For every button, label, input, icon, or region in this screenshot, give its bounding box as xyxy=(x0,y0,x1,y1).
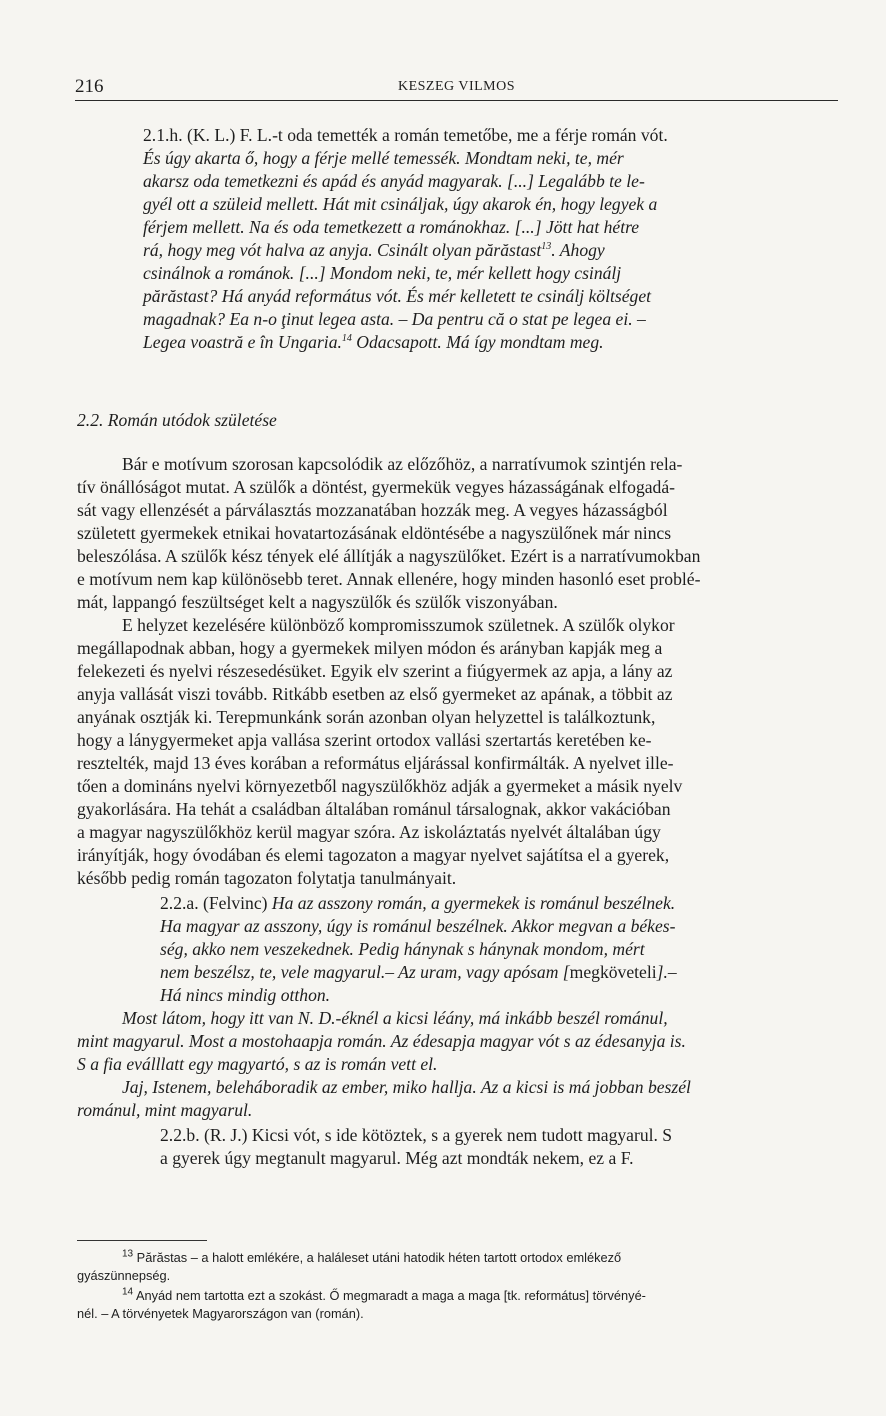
quote-line: gyél ott a szüleid mellett. Hát mit csináljak, úgy akarok én, hogy legyek a xyxy=(143,194,658,214)
quote-line: Jaj, Istenem, beleháboradik az ember, miko hallja. Az a kicsi is má jobban beszél xyxy=(122,1077,691,1097)
body-line: E helyzet kezelésére különböző kompromisszumok születnek. A szülők olykor xyxy=(122,615,675,635)
quote-line: magadnak? Ea n-o ţinut legea asta. – Da pentru că o stat pe legea ei. – xyxy=(143,309,646,329)
body-line: tően a domináns nyelvi környezetből nagyszülőkhöz adják a gyermeket a másik nyelv xyxy=(77,776,683,796)
quote-line xyxy=(160,893,675,914)
body-line: e motívum nem kap különösebb teret. Annak ellenére, hogy minden hasonló eset problé- xyxy=(77,569,701,589)
quote-line xyxy=(143,240,605,261)
page-number: 216 xyxy=(75,76,104,97)
quote-line: S a fia eválllatt egy magyartó, s az is román vett el. xyxy=(77,1054,438,1074)
quote-line-text: ].– xyxy=(656,962,677,982)
editorial-insert: megköveteli xyxy=(569,962,657,982)
quote-line: părăstast? Há anyád református vót. És mér kelletett te csinálj költséget xyxy=(143,286,652,306)
quote-line: mint magyarul. Most a mostohaapja román. Az édesapja magyar vót s az édesanyja is. xyxy=(77,1031,686,1051)
quote-source: 2.2.a. (Felvinc) xyxy=(160,893,272,913)
footnote-text: Părăstas – a halott emlékére, a haláleset utáni hatodik héten tartott ortodox emlékező xyxy=(133,1250,622,1265)
quote-line-text: rá, hogy meg vót halva az anyja. Csinált olyan părăstast xyxy=(143,240,542,260)
footnote-text: Anyád nem tartotta ezt a szokást. Ő megmaradt a maga a maga [tk. református] törvényé- xyxy=(133,1288,646,1303)
section-heading: 2.2. Román utódok születése xyxy=(77,410,277,430)
quote-line xyxy=(143,125,668,146)
body-line: gyakorlására. Ha tehát a családban általában románul társalognak, akkor vakációban xyxy=(77,799,671,819)
body-line: anyja vallását viszi tovább. Ritkább esetben az első gyermeket az apának, a többit az xyxy=(77,684,673,704)
quote-line xyxy=(143,332,604,353)
quote-line-text: 2.1.h. (K. L.) F. L.-t oda temették a román temetőbe, me a férje román vót. xyxy=(143,125,668,145)
body-line: született gyermekek etnikai hovatartozásának eldöntésébe a nagyszülőnek már nincs xyxy=(77,523,672,543)
quote-line-text: Legea voastră e în Ungaria. xyxy=(143,332,342,352)
quote-line-text: Odacsapott. Má így mondtam meg. xyxy=(351,332,604,352)
quote-line: ség, akko nem veszekednek. Pedig hánynak s hánynak mondom, mért xyxy=(160,939,645,959)
quote-line: Ha magyar az asszony, úgy is románul beszélnek. Akkor megvan a békes- xyxy=(160,916,676,936)
quote-line: akarsz oda temetkezni és apád és anyád magyarak. [...] Legalább te le- xyxy=(143,171,645,191)
footnote-line: gyászünnepség. xyxy=(77,1268,171,1283)
body-line: később pedig román tagozaton folytatja tanulmányait. xyxy=(77,868,457,888)
body-line: Bár e motívum szorosan kapcsolódik az előzőhöz, a narratívumok szintjén rela- xyxy=(122,454,683,474)
body-line: a magyar nagyszülőkhöz kerül magyar szóra. Az iskoláztatás nyelvét általában úgy xyxy=(77,822,661,842)
footnote-divider xyxy=(77,1240,207,1241)
body-line: beleszólása. A szülők kész tények elé állítják a nagyszülőket. Ezért is a narratívumokban xyxy=(77,546,701,566)
quote-line: Most látom, hogy itt van N. D.-éknél a kicsi léány, má inkább beszél románul, xyxy=(122,1008,668,1028)
quote-line: 2.2.b. (R. J.) Kicsi vót, s ide kötöztek, s a gyerek nem tudott magyarul. S xyxy=(160,1125,673,1145)
quote-line-text: Ha az asszony román, a gyermekek is románul beszélnek. xyxy=(271,893,676,913)
footnote-number: 14 xyxy=(122,1286,134,1298)
body-line: tív önállóságot mutat. A szülők a döntést, gyermekük vegyes házasságának elfogadá- xyxy=(77,477,676,497)
body-line: sát vagy ellenzését a párválasztás mozzanatában hozzák meg. A vegyes házasságból xyxy=(77,500,668,520)
quote-line: csinálnok a románok. [...] Mondom neki, te, mér kellett hogy csinálj xyxy=(143,263,622,283)
body-line: felekezeti és nyelvi részesedésüket. Egyik elv szerint a fiúgyermek az apja, a lány az xyxy=(77,661,673,681)
quote-line: Há nincs mindig otthon. xyxy=(160,985,331,1005)
footnote-ref-14[interactable]: 14 xyxy=(341,333,352,345)
footnote-ref-13[interactable]: 13 xyxy=(541,241,552,253)
body-line: resztelték, majd 13 éves korában a református eljárással konfirmálták. A nyelvet ille- xyxy=(77,753,674,773)
quote-line: férjem mellett. Na és oda temetkezett a románokhaz. [...] Jött hat hétre xyxy=(143,217,640,237)
quote-line: a gyerek úgy megtanult magyarul. Még azt mondták nekem, ez a F. xyxy=(160,1148,634,1168)
page-header xyxy=(75,74,838,101)
footnote-line: nél. – A törvényetek Magyarországon van (román). xyxy=(77,1306,364,1321)
quote-line xyxy=(160,962,677,983)
quote-line-text: nem beszélsz, te, vele magyarul.– Az uram, vagy apósam [ xyxy=(160,962,570,982)
running-head: KESZEG VILMOS xyxy=(397,79,516,94)
quote-line-text: . Ahogy xyxy=(551,240,605,260)
body-line: irányítják, hogy óvodában és elemi tagozaton a magyar nyelvet sajátítsa el a gyerek, xyxy=(77,845,670,865)
body-line: anyának osztják ki. Terepmunkánk során azonban olyan helyzettel is találkoztunk, xyxy=(77,707,656,727)
body-line: megállapodnak abban, hogy a gyermekek milyen módon és arányban kapják meg a xyxy=(77,638,663,658)
footnote-14 xyxy=(122,1288,646,1304)
quote-line: románul, mint magyarul. xyxy=(77,1100,253,1120)
footnote-number: 13 xyxy=(122,1248,134,1260)
body-line: mát, lappangó feszültséget kelt a nagyszülők és szülők viszonyában. xyxy=(77,592,558,612)
body-line: hogy a lánygyermeket apja vallása szerint ortodox vallási szertartás keretében ke- xyxy=(77,730,652,750)
footnote-13 xyxy=(122,1250,621,1266)
quote-line: És úgy akarta ő, hogy a férje mellé temessék. Mondtam neki, te, mér xyxy=(143,148,624,168)
